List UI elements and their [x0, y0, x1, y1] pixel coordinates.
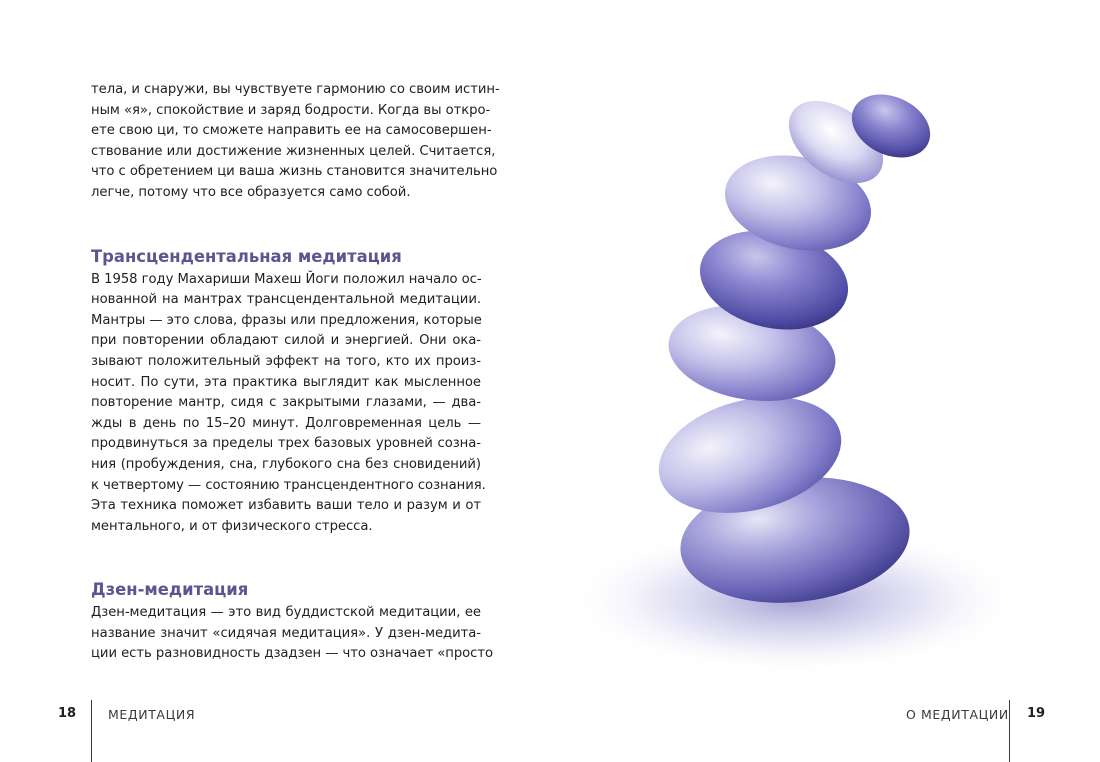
transcendental-paragraph	[91, 270, 486, 538]
text-line: к четвертому — состоянию трансцендентного сознания.	[91, 477, 486, 493]
section-heading-transcendental: Трансцендентальная медитация	[91, 246, 402, 266]
text-line: Мантры — это слова, фразы или предложения, которые	[91, 312, 482, 328]
text-line: нованной на мантрах трансцендентальной медитации.	[91, 292, 481, 308]
text-line: Эта техника поможет избавить ваши тело и разум и от	[91, 498, 481, 514]
text-line: носит. По сути, эта практика выглядит как мысленное	[91, 374, 481, 390]
text-line: при повторении обладают силой и энергией. Они ока-	[91, 333, 481, 349]
intro-paragraph	[91, 80, 500, 204]
text-line: ете свою ци, то сможете направить ее на самосовершен-	[91, 123, 492, 139]
left-footer-rule	[91, 700, 92, 762]
text-line: зывают положительный эффект на того, кто их произ-	[91, 353, 481, 369]
text-line: название значит «сидячая медитация». У дзен-медита-	[91, 625, 481, 641]
left-running-head: МЕДИТАЦИЯ	[108, 707, 196, 722]
text-line: ния (пробуждения, сна, глубокого сна без сновидений)	[91, 456, 481, 472]
text-line: ствование или достижение жизненных целей. Считается,	[91, 143, 496, 159]
balanced-stones-illustration	[580, 70, 1060, 690]
section-heading-zen: Дзен-медитация	[91, 580, 249, 600]
text-line: повторение мантр, сидя с закрытыми глазами, — два-	[91, 395, 481, 411]
text-line: ным «я», спокойствие и заряд бодрости. Когда вы откро-	[91, 102, 491, 118]
text-line: легче, потому что все образуется само собой.	[91, 184, 411, 200]
left-page-number: 18	[58, 706, 77, 721]
text-line: ментального, и от физического стресса.	[91, 518, 373, 534]
text-line: ции есть разновидность дзадзен — что означает «просто	[91, 646, 494, 662]
right-footer-rule	[1009, 700, 1010, 762]
left-page-text-column	[91, 80, 500, 665]
zen-paragraph	[91, 603, 494, 665]
stones-svg	[580, 70, 1060, 690]
text-line: жды в день по 15–20 минут. Долговременная цель —	[91, 415, 481, 431]
text-line: В 1958 году Махариши Махеш Йоги положил начало ос-	[91, 271, 482, 287]
text-line: что с обретением ци ваша жизнь становится значительно	[91, 164, 498, 180]
text-line: тела, и снаружи, вы чувствуете гармонию со своим истин-	[91, 82, 500, 97]
text-line: продвинуться за пределы трех базовых уровней созна-	[91, 436, 481, 452]
right-page-number: 19	[1027, 706, 1046, 721]
right-running-head: О МЕДИТАЦИИ	[906, 707, 1009, 722]
text-line: Дзен-медитация — это вид буддистской медитации, ее	[91, 605, 481, 621]
